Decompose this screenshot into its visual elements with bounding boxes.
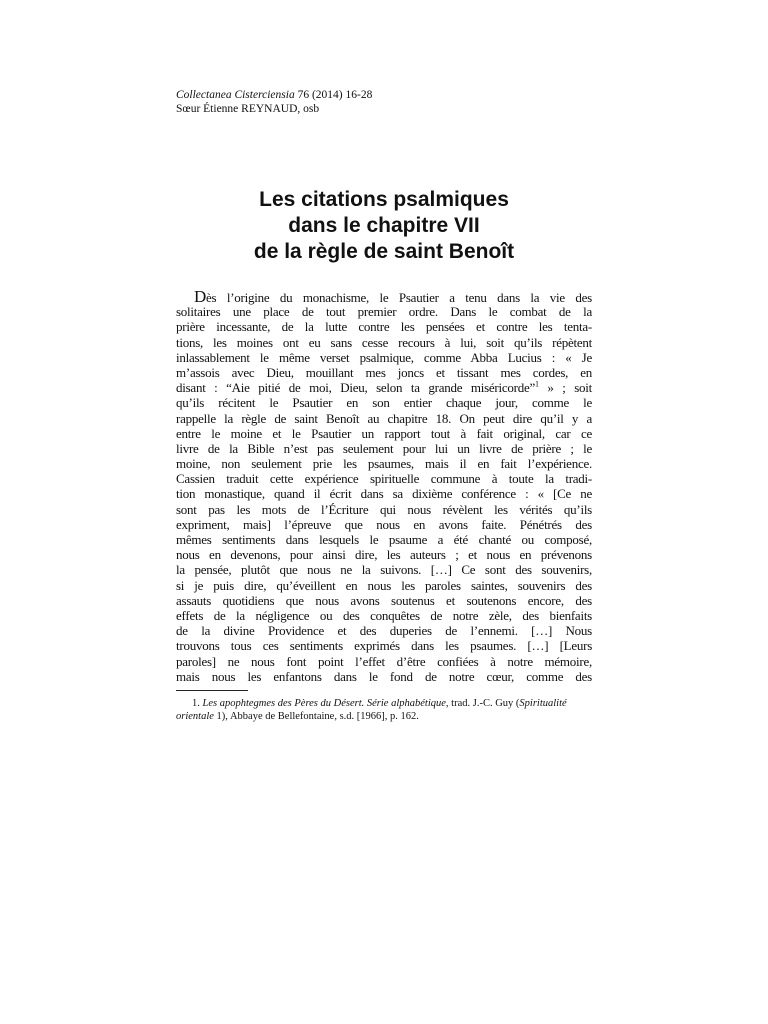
body-line: de la divine Providence et des duperies de l’ennemi. […] Nous bbox=[176, 623, 592, 639]
article-title bbox=[176, 187, 592, 265]
running-header bbox=[176, 88, 372, 116]
body-line: paroles] ne nous font point l’effet d’être confiées à notre mémoire, bbox=[176, 653, 592, 669]
body-line: rappelle la règle de saint Benoît au chapitre 18. On peut dire qu’il y a bbox=[176, 410, 592, 426]
body-line: mais nous les enfantons dans le fond de notre cœur, comme des bbox=[176, 668, 592, 684]
title-line-1: Les citations psalmiques bbox=[259, 188, 509, 211]
body-line: disant : “Aie pitié de moi, Dieu, selon ta grande miséricorde”$^1$ » ; soit bbox=[176, 379, 592, 396]
body-line: trouvons tous ces sentiments exprimés dans les psaumes. […] [Leurs bbox=[176, 638, 592, 654]
journal-citation bbox=[176, 88, 372, 102]
body-line: effets de la négligence ou des conquêtes de notre zèle, des bienfaits bbox=[176, 607, 592, 623]
body-line: moine, non seulement prie les psaumes, mais il en fait l’expérience. bbox=[176, 456, 592, 472]
body-line: si je puis dire, qu’éveillent en nous les paroles saintes, souvenirs des bbox=[176, 577, 592, 593]
body-line: inlassablement le même verset psalmique, comme Abba Lucius : « Je bbox=[176, 349, 592, 365]
footnote-divider bbox=[176, 690, 248, 691]
body-line: livre de la Bible n’est pas seulement pour lui un livre de prière ; le bbox=[176, 440, 592, 456]
footnote-line: 1. Les apophtegmes des Pères du Désert. Série alphabétique, trad. J.-C. Guy (Spiritualité bbox=[192, 698, 567, 709]
body-line: mêmes sentiments dans lesquels le psaume a été chanté ou composé, bbox=[176, 532, 592, 547]
body-line: qu’ils récitent le Psautier en son entier chaque jour, comme le bbox=[176, 395, 592, 411]
body-line: solitaires une place de tout premier ordre. Dans le combat de la bbox=[176, 304, 592, 320]
body-line: nous en devenons, pour ainsi dire, les auteurs ; et nous en prévenons bbox=[176, 547, 592, 563]
journal-name: Collectanea Cisterciensia bbox=[176, 89, 295, 101]
title-line-2: dans le chapitre VII bbox=[288, 214, 480, 237]
drop-cap: D bbox=[194, 287, 207, 306]
article-body bbox=[176, 289, 592, 684]
body-line: assauts quotidiens que nous avons soutenus et soutenons encore, des bbox=[176, 592, 592, 608]
journal-issue: 76 (2014) 16-28 bbox=[294, 89, 373, 101]
body-line: sont pas les mots de l’Écriture qui nous révèlent les vérités qu’ils bbox=[176, 501, 592, 517]
footnote-number: 1. bbox=[192, 698, 200, 709]
body-line: expriment, mais] l’épreuve que nous en avons faite. Pénétrés des bbox=[176, 516, 592, 532]
body-line: prière incessante, de la lutte contre les pensées et contre les tenta- bbox=[176, 319, 592, 335]
body-line: la pensée, plutôt que nous ne la suivons. […] Ce sont des souvenirs, bbox=[176, 562, 592, 578]
title-line-3: de la règle de saint Benoît bbox=[253, 240, 515, 263]
footnote-series: Spiritualité bbox=[519, 698, 567, 709]
footnote-line: orientale 1), Abbaye de Bellefontaine, s.d. [1966], p. 162. bbox=[176, 711, 419, 722]
body-line: Cassien traduit cette expérience spirituelle commune à toute la tradi- bbox=[176, 471, 592, 487]
body-line: tion monastique, quand il écrit dans sa dixième conférence : « [Ce ne bbox=[176, 486, 592, 502]
body-line: entre le moine et le Psautier un rapport tout à fait original, car ce bbox=[176, 425, 592, 441]
body-line: Dès l’origine du monachisme, le Psautier a tenu dans la vie des bbox=[194, 287, 592, 306]
body-line: m’assois avec Dieu, mouillant mes joncs et tissant mes cordes, en bbox=[176, 364, 592, 380]
article-author: Sœur Étienne REYNAUD, osb bbox=[176, 103, 320, 115]
footnote bbox=[176, 697, 592, 723]
body-line: tions, les moines ont eu sans cesse recours à lui, soit qu’ils répètent bbox=[176, 334, 592, 350]
footnote-work-title: Les apophtegmes des Pères du Désert. Série alphabétique bbox=[202, 698, 446, 709]
footnote-reference[interactable]: 1 bbox=[535, 379, 539, 389]
